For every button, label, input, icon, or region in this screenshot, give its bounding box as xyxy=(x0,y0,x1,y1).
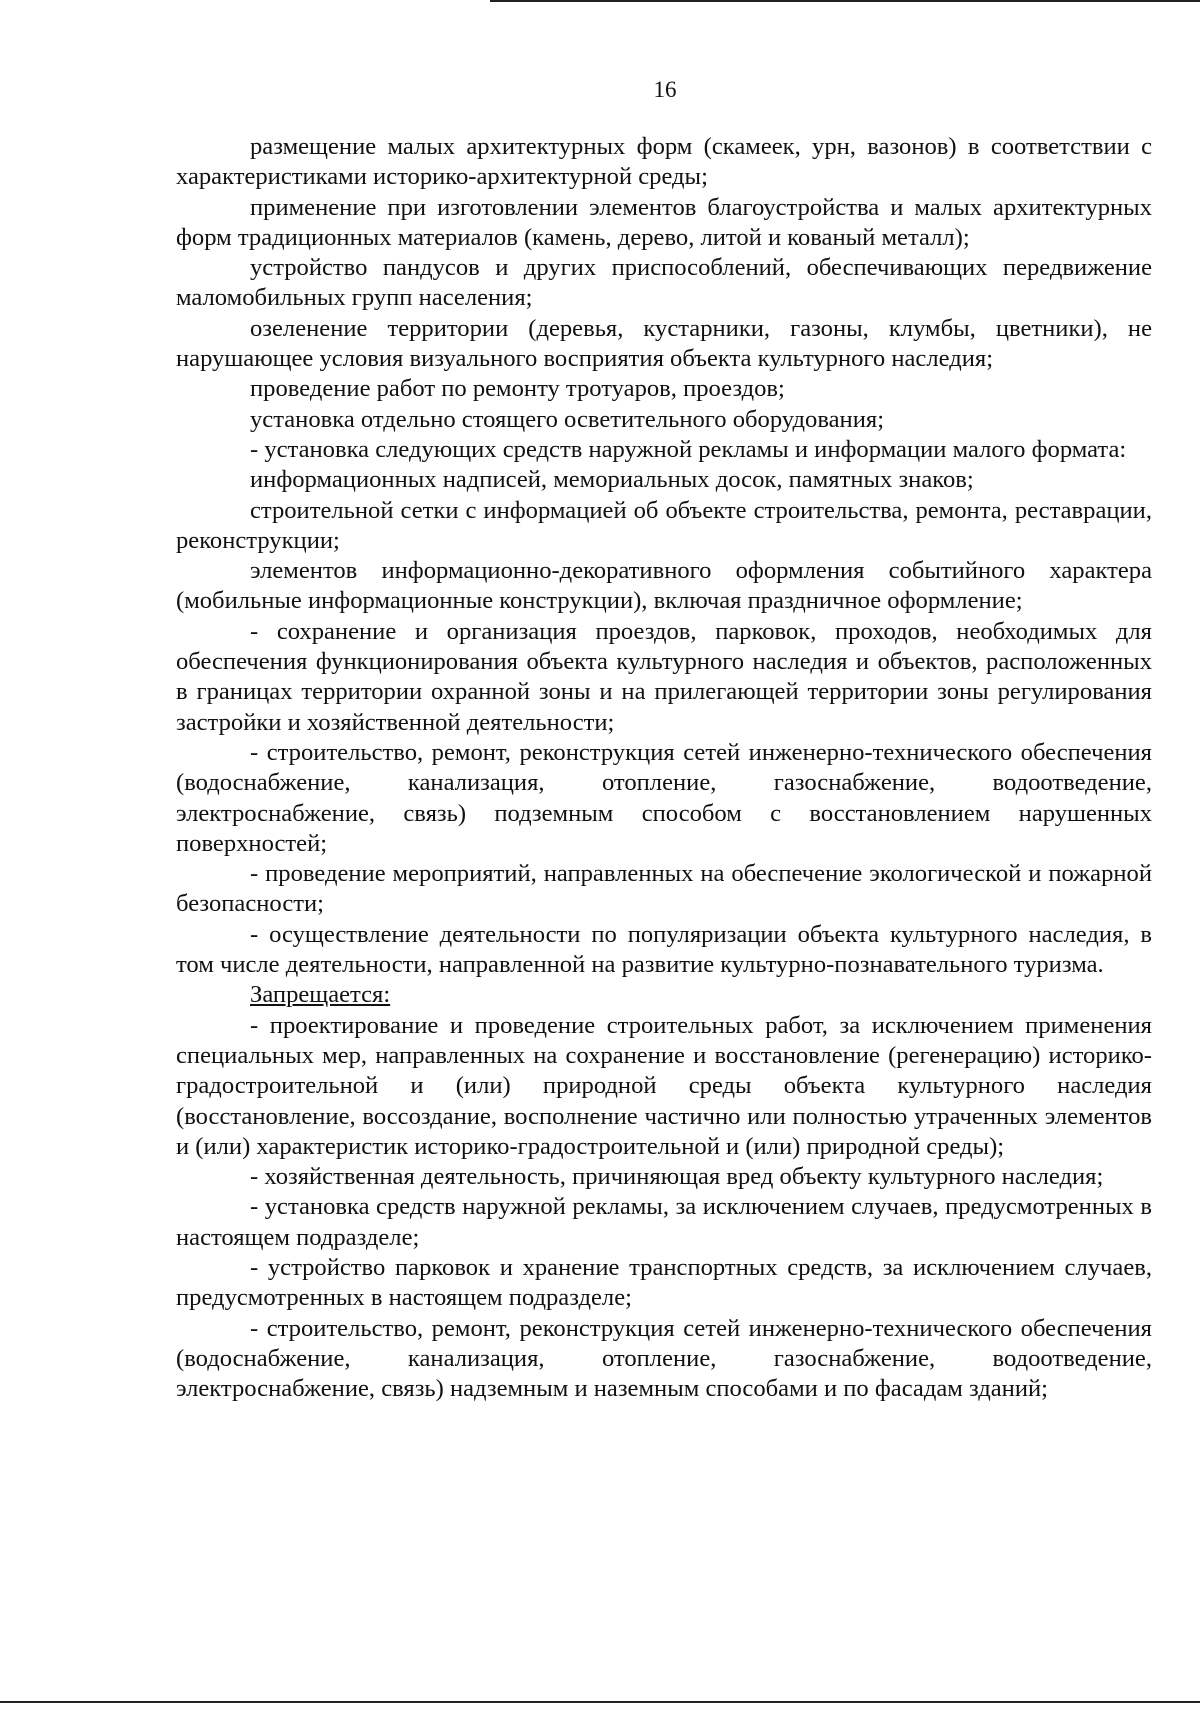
prohibited-item-advertising: - установка средств наружной рекламы, за исключением случаев, предусмотренных в настоящем подразделе; xyxy=(176,1193,1152,1251)
page-number: 16 xyxy=(653,77,677,102)
document-body xyxy=(176,132,1152,1404)
paragraph-decorative-design: элементов информационно-декоративного оформления событийного характера (мобильные информационные конструкции), включая праздничное оформление; xyxy=(176,557,1152,615)
paragraph-small-architectural-forms: размещение малых архитектурных форм (скамеек, урн, вазонов) в соответствии с характеристиками историко-архитектурной среды; xyxy=(176,133,1152,191)
paragraph-sidewalk-repair: проведение работ по ремонту тротуаров, проездов; xyxy=(250,375,785,403)
prohibited-item-parking: - устройство парковок и хранение транспортных средств, за исключением случаев, предусмотренных в настоящем подразделе; xyxy=(176,1253,1152,1312)
paragraph-ecological-safety: - проведение мероприятий, направленных на обеспечение экологической и пожарной безопасности; xyxy=(176,860,1152,918)
paragraph-traditional-materials: применение при изготовлении элементов благоустройства и малых архитектурных форм традиционных материалов (камень, дерево, литой и кованый металл); xyxy=(176,193,1152,251)
paragraph-memorial-plaques: информационных надписей, мемориальных досок, памятных знаков; xyxy=(250,466,974,494)
paragraph-lighting: установка отдельно стоящего осветительного оборудования; xyxy=(250,405,885,433)
paragraph-driveways-parking: - сохранение и организация проездов, парковок, проходов, необходимых для обеспечения функционирования объекта культурного наследия и объектов, расположенных в границах территории охранной зоны и на прилегающей территории зоны регулирования застройки и хозяйственной деятельности; xyxy=(176,617,1152,736)
top-border-line xyxy=(490,0,1200,2)
paragraph-ramps: устройство пандусов и других приспособлений, обеспечивающих передвижение маломобильных групп населения; xyxy=(176,254,1152,312)
paragraph-underground-networks: - строительство, ремонт, реконструкция сетей инженерно-технического обеспечения (водоснабжение, канализация, отопление, газоснабжение, водоотведение, электроснабжение, связь) подземным способом с восстановлением нарушенных поверхностей; xyxy=(176,738,1152,857)
prohibited-item-aboveground-networks: - строительство, ремонт, реконструкция сетей инженерно-технического обеспечения (водоснабжение, канализация, отопление, газоснабжение, водоотведение, электроснабжение, связь) надземным и наземным способами и по фасадам зданий; xyxy=(176,1314,1152,1403)
paragraph-advertising-small-format: - установка следующих средств наружной рекламы и информации малого формата: xyxy=(250,435,1127,463)
prohibited-heading-text: Запрещается: xyxy=(250,981,391,1009)
prohibited-heading xyxy=(176,980,1152,1010)
prohibited-item-harmful-activity: - хозяйственная деятельность, причиняющая вред объекту культурного наследия; xyxy=(250,1163,1104,1191)
paragraph-landscaping: озеленение территории (деревья, кустарники, газоны, клумбы, цветники), не нарушающее условия визуального восприятия объекта культурного наследия; xyxy=(176,314,1152,373)
prohibited-item-design-construction: - проектирование и проведение строительных работ, за исключением применения специальных мер, направленных на сохранение и восстановление (регенерацию) историко-градостроительной и (или) природной среды объекта культурного наследия (восстановление, воссоздание, восполнение частично или полностью утраченных элементов и (или) характеристик историко-градостроительной и (или) природной среды); xyxy=(176,1011,1152,1160)
bottom-border-line xyxy=(0,1701,1200,1703)
paragraph-popularization: - осуществление деятельности по популяризации объекта культурного наследия, в том числе деятельности, направленной на развитие культурно-познавательного туризма. xyxy=(176,920,1152,979)
paragraph-construction-mesh: строительной сетки с информацией об объекте строительства, ремонта, реставрации, реконструкции; xyxy=(176,496,1152,554)
